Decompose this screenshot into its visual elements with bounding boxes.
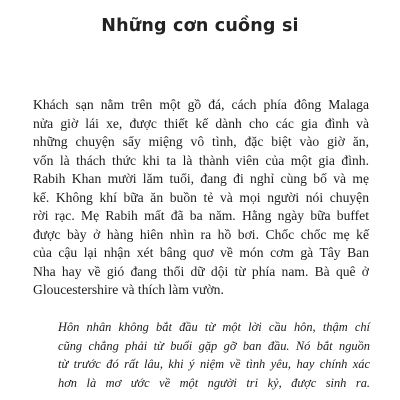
epigraph-line: Hôn nhân không bắt đầu từ một lời cầu hôn, thậm chí bbox=[58, 320, 370, 334]
body-line: Khách sạn nằm trên một gồ đá, cách phía đông Malaga bbox=[33, 97, 369, 112]
body-line: Gloucestershire và thích làm vườn. bbox=[33, 282, 224, 297]
body-line: được bày ở hàng hiên nhìn ra hồ bơi. Chốc chốc mẹ kế bbox=[33, 226, 369, 242]
body-line: những chuyện sẩy miệng vô tình, đặc biệt vào giờ ăn, bbox=[33, 134, 369, 149]
body-line: của cậu lại nhận xét bâng quơ về món cơm gà Tây Ban bbox=[33, 245, 369, 260]
chapter-title: Những cơn cuồng si bbox=[101, 16, 299, 36]
epigraph-line: từ trước đó rất lâu, khi ý niệm về tình yêu, hay chính xác bbox=[58, 357, 370, 371]
epigraph-line: hơn là mơ ước về một người tri kỷ, được sinh ra. bbox=[58, 375, 370, 390]
body-line: nửa giờ lái xe, được thiết kế dành cho các gia đình và bbox=[33, 115, 369, 131]
epigraph-line: cũng chẳng phải từ buổi gặp gỡ ban đầu. Nó bắt nguồn bbox=[58, 338, 370, 353]
body-line: Rabih Khan mười lăm tuổi, đang đi nghỉ cùng bố và mẹ bbox=[33, 171, 369, 186]
body-line: rời rạc. Mẹ Rabih mất đã ba năm. Hằng ngày bữa buffet bbox=[33, 208, 369, 223]
body-line: vốn là thách thức khi ta là thành viên của một gia đình. bbox=[33, 152, 369, 168]
body-line: Nha hay về gió đang thổi dữ dội từ phía nam. Bà quê ở bbox=[33, 263, 369, 279]
body-line: kế. Không khí bữa ăn buồn tẻ và mọi người nói chuyện bbox=[33, 189, 369, 205]
body-paragraph bbox=[33, 96, 369, 300]
epigraph-quote bbox=[58, 318, 370, 392]
